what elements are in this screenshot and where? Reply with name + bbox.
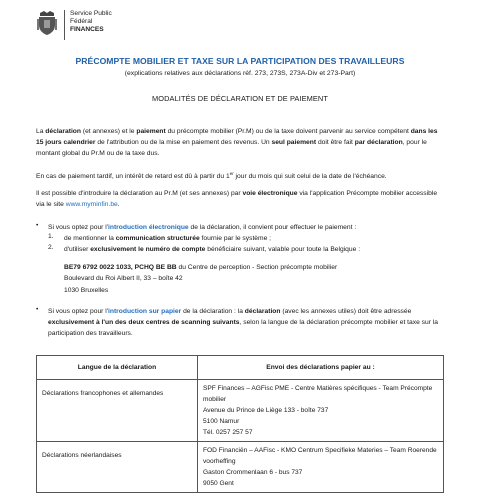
paragraph-deadline: La déclaration (et annexes) et le paiement du précompte mobilier (Pr.M) ou de la taxe doivent parvenir au service compétent dans les 15 jours calendrier de l'attribution ou de la mise en paiement des revenus. Un seul paiement doit être fait par déclaration, pour le montant global du Pr.M ou de la taxe dus. [36, 128, 438, 157]
table-row [37, 442, 444, 493]
list-number: 1. [48, 233, 54, 240]
list-item: d'utiliser exclusivement le numéro de compte bénéficiaire suivant, valable pour toute la Belgique : [64, 246, 361, 253]
document-subtitle: (explications relatives aux déclarations réf. 273, 273S, 273A-Div et 273-Part) [124, 70, 356, 77]
table-cell-language: Déclarations francophones et allemandes [37, 380, 198, 442]
table-cell-address: SPF Finances – AGFisc PME - Centre Matières spécifiques - Team Précompte mobilier Avenue du Prince de Liège 133 - boîte 737 5100 Namur Tél. 0257 257 57 [198, 380, 444, 442]
table-row [37, 380, 444, 442]
address-line: Boulevard du Roi Albert II, 33 – boîte 42 [64, 275, 183, 282]
column-header: Envoi des déclarations papier au : [198, 356, 444, 380]
table-cell-address: FOD Financiën – AAFisc - KMO Centrum Specifieke Materies – Team Roerende voorheffing Gaston Crommenlaan 6 - bus 737 9050 Gent [198, 442, 444, 493]
scanning-centers-table [36, 355, 444, 493]
bank-account: BE79 6792 0022 1033, PCHQ BE BB du Centre de perception - Section précompte mobilier [64, 264, 338, 271]
column-header: Langue de la déclaration [37, 356, 198, 380]
paragraph-electronic: Il est possible d'introduire la déclaration au Pr.M (et ses annexes) par voie électronique via l'application Précompte mobilier accessible via le site www.myminfin.be. [36, 190, 438, 208]
myminfin-link[interactable]: www.myminfin.be [65, 201, 118, 208]
table-header-row [37, 356, 444, 380]
header-divider [64, 10, 65, 40]
org-line: Service Public [70, 10, 112, 17]
org-line: Fédéral [70, 18, 93, 25]
bullet-icon: • [36, 222, 39, 229]
bullet-paper: Si vous optez pour l'introduction sur papier de la déclaration : la déclaration (avec les annexes utiles) doit être adressée exclusivement à l'un des deux centres de scanning suivants, selon la langue de la déclaration précompte mobilier et taxe sur la participation des travailleurs. [48, 308, 439, 337]
list-number: 2. [48, 244, 54, 251]
org-name [70, 10, 112, 34]
header [36, 10, 112, 40]
address-line: 1030 Bruxelles [64, 287, 109, 294]
section-title: MODALITÉS DE DÉCLARATION ET DE PAIEMENT [152, 94, 328, 103]
paragraph-late-payment: En cas de paiement tardif, un intérêt de retard est dû à partir du 1er jour du mois qui suit celui de la date de l'échéance. [36, 171, 387, 181]
org-line: FINANCES [70, 26, 104, 33]
document-title: PRÉCOMPTE MOBILIER ET TAXE SUR LA PARTICIPATION DES TRAVAILLEURS [75, 56, 405, 66]
list-item: de mentionner la communication structurée fournie par le système ; [64, 235, 272, 242]
bullet-electronic: Si vous optez pour l'introduction électronique de la déclaration, il convient pour effectuer le paiement : [48, 224, 357, 231]
bullet-icon: • [36, 306, 39, 313]
belgian-coat-of-arms-icon [36, 10, 58, 36]
table-cell-language: Déclarations néerlandaises [37, 442, 198, 493]
